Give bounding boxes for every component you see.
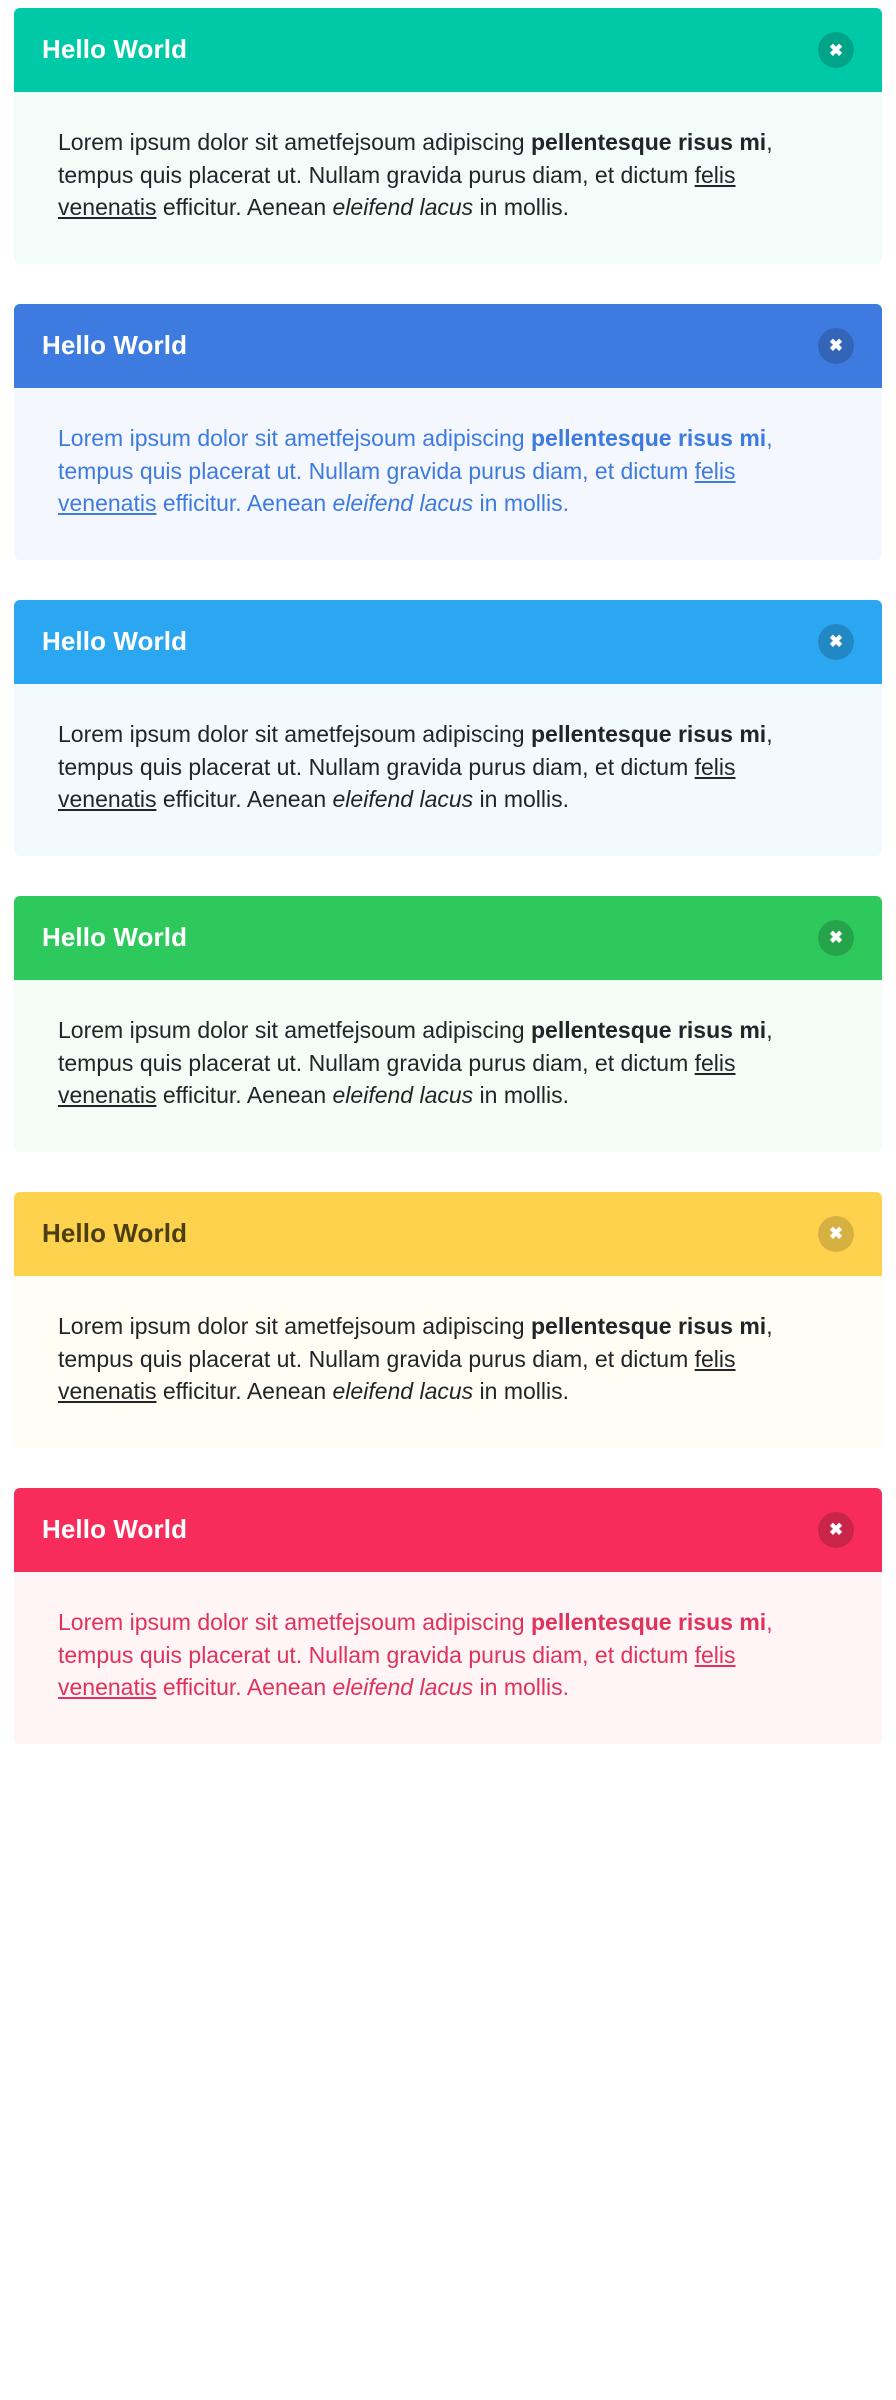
alert-card-body: [14, 980, 882, 1152]
body-strong-text: pellentesque risus mi: [530, 1016, 767, 1043]
body-text-2: , tempus quis placerat ut. Nullam gravida purus diam, et dictum: [58, 1608, 773, 1668]
body-link[interactable]: felis venenatis: [58, 161, 736, 221]
alert-card: [14, 304, 882, 560]
body-text-4: in mollis.: [473, 1378, 570, 1405]
alert-card-header: [14, 600, 882, 684]
body-text-3: efficitur. Aenean: [156, 490, 333, 517]
alert-card-body: [14, 388, 882, 560]
alert-card: [14, 896, 882, 1152]
body-emphasis-text: eleifend lacus: [332, 1378, 474, 1405]
body-text-2: , tempus quis placerat ut. Nullam gravida purus diam, et dictum: [58, 129, 773, 188]
body-strong-text: pellentesque risus mi: [530, 1608, 767, 1635]
close-icon[interactable]: ✖: [818, 32, 854, 68]
alert-card-paragraph: [58, 1014, 838, 1112]
body-emphasis-text: eleifend lacus: [332, 1082, 474, 1109]
body-emphasis-text: eleifend lacus: [332, 194, 474, 221]
body-emphasis-text: eleifend lacus: [332, 1674, 474, 1701]
alert-card-header: [14, 1192, 882, 1276]
alert-card-list: [0, 8, 896, 1744]
alert-card: [14, 8, 882, 264]
body-strong-text: pellentesque risus mi: [530, 129, 767, 155]
alert-card: [14, 1192, 882, 1448]
body-strong-text: pellentesque risus mi: [530, 1312, 767, 1339]
body-text-3: efficitur. Aenean: [156, 1378, 333, 1405]
body-text-4: in mollis.: [473, 194, 570, 221]
alert-card-title: Hello World: [42, 1218, 188, 1249]
body-link[interactable]: felis venenatis: [58, 1049, 736, 1109]
body-text-4: in mollis.: [473, 1674, 570, 1701]
alert-card-header: [14, 896, 882, 980]
alert-card-title: Hello World: [42, 330, 188, 361]
body-text-1: Lorem ipsum dolor sit ametfejsoum adipiscing: [58, 1608, 531, 1635]
body-emphasis-text: eleifend lacus: [332, 490, 474, 517]
alert-card-paragraph: [58, 126, 838, 224]
body-text-3: efficitur. Aenean: [156, 1082, 333, 1109]
close-icon[interactable]: ✖: [818, 1216, 854, 1252]
alert-card: [14, 1488, 882, 1744]
alert-card-body: [14, 1276, 882, 1448]
alert-card-header: [14, 304, 882, 388]
body-text-1: Lorem ipsum dolor sit ametfejsoum adipiscing: [58, 129, 531, 155]
body-text-1: Lorem ipsum dolor sit ametfejsoum adipiscing: [58, 1312, 531, 1339]
alert-card-paragraph: [58, 1606, 838, 1704]
alert-card-paragraph: [58, 1310, 838, 1408]
body-text-4: in mollis.: [473, 1082, 570, 1109]
close-icon[interactable]: ✖: [818, 624, 854, 660]
close-icon[interactable]: ✖: [818, 328, 854, 364]
alert-card: [14, 600, 882, 856]
body-text-2: , tempus quis placerat ut. Nullam gravida purus diam, et dictum: [58, 1016, 773, 1076]
alert-card-paragraph: [58, 422, 838, 520]
body-text-1: Lorem ipsum dolor sit ametfejsoum adipiscing: [58, 720, 531, 747]
body-emphasis-text: eleifend lacus: [332, 786, 474, 813]
body-text-3: efficitur. Aenean: [156, 786, 333, 813]
body-link[interactable]: felis venenatis: [58, 753, 736, 813]
close-icon[interactable]: ✖: [818, 920, 854, 956]
body-link[interactable]: felis venenatis: [58, 457, 736, 517]
body-link[interactable]: felis venenatis: [58, 1345, 736, 1405]
alert-card-body: [14, 1572, 882, 1744]
body-text-2: , tempus quis placerat ut. Nullam gravida purus diam, et dictum: [58, 720, 773, 780]
alert-card-title: Hello World: [42, 34, 188, 65]
alert-card-title: Hello World: [42, 1514, 188, 1545]
close-icon[interactable]: ✖: [818, 1512, 854, 1548]
body-text-2: , tempus quis placerat ut. Nullam gravida purus diam, et dictum: [58, 424, 773, 484]
alert-card-header: [14, 8, 882, 92]
alert-card-paragraph: [58, 718, 838, 816]
body-text-4: in mollis.: [473, 490, 570, 517]
body-strong-text: pellentesque risus mi: [530, 720, 767, 747]
body-text-1: Lorem ipsum dolor sit ametfejsoum adipiscing: [58, 424, 531, 451]
body-text-1: Lorem ipsum dolor sit ametfejsoum adipiscing: [58, 1016, 531, 1043]
body-text-4: in mollis.: [473, 786, 570, 813]
body-strong-text: pellentesque risus mi: [530, 424, 767, 451]
alert-card-title: Hello World: [42, 626, 188, 657]
alert-card-body: [14, 684, 882, 856]
body-text-2: , tempus quis placerat ut. Nullam gravida purus diam, et dictum: [58, 1312, 773, 1372]
alert-card-header: [14, 1488, 882, 1572]
alert-card-body: [14, 92, 882, 264]
body-link[interactable]: felis venenatis: [58, 1641, 736, 1701]
body-text-3: efficitur. Aenean: [156, 1674, 333, 1701]
body-text-3: efficitur. Aenean: [156, 194, 333, 221]
alert-card-title: Hello World: [42, 922, 188, 953]
